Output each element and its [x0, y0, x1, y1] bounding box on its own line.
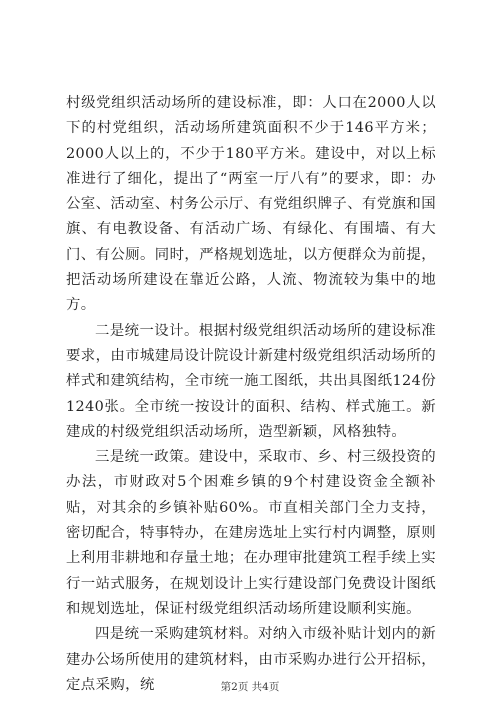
paragraph-unified-design: 二是统一设计。根据村级党组织活动场所的建设标准要求，由市城建局设计院设计新建村级党组织活动场所的样式和建筑结构，全市统一施工图纸，共出具图纸124份1240张。全市统一按设计的面积、结构、样式施工。新建成的村级党组织活动场所，造型新颖，风格独特。	[66, 322, 436, 440]
paragraph-standards: 村级党组织活动场所的建设标准，即：人口在2000人以下的村党组织，活动场所建筑面积不少于146平方米；2000人以上的，不少于180平方米。建设中，对以上标准进行了细化，提出了“两室一厅八有”的要求，即：办公室、活动室、村务公示厅、有党组织牌子、有党旗和国旗、有电教设备、有活动广场、有绿化、有围墙、有大门、有公厕。同时，严格规划选址，以方便群众为前提，把活动场所建设在靠近公路，人流、物流较为集中的地方。	[66, 95, 436, 314]
paragraph-unified-policy: 三是统一政策。建设中，采取市、乡、村三级投资的办法，市财政对5个困难乡镇的9个村建设资金全额补贴，对其余的乡镇补贴60%。市直相关部门全力支持，密切配合，特事特办，在建房选址上实行村内调整，原则上利用非耕地和存量土地；在办理审批建筑工程手续上实行一站式服务，在规划设计上实行建设部门免费设计图纸和规划选址，保证村级党组织活动场所建设顺利实施。	[66, 449, 436, 617]
document-body	[66, 91, 436, 698]
paragraph-unified-procurement: 四是统一采购建筑材料。对纳入市级补贴计划内的新建办公场所使用的建筑材料，由市采购办进行公开招标，定点采购，统	[66, 626, 436, 693]
page-footer: 第2页 共4页	[220, 681, 280, 693]
